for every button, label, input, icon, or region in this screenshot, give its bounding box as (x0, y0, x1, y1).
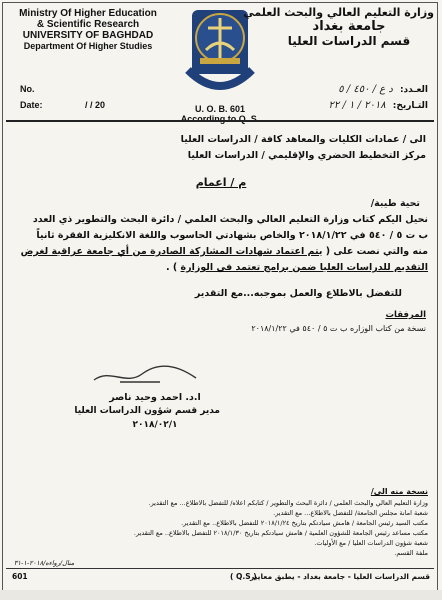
attachment-item-1: نسخة من كتاب الوزاره ب ت ٥ / ٥٤٠ في ٢٠١٨/١/٢٢ (251, 324, 426, 333)
logo-standard: According to Q. S. (180, 114, 260, 124)
date-value-en: / / 20 (85, 100, 106, 110)
university-name-ar: جامعة بغداد (312, 19, 386, 34)
footer-divider (6, 568, 434, 569)
logo-code: U. O. B. 601 (194, 104, 246, 114)
body-line-4 (166, 262, 428, 273)
footer-code: 601 (12, 572, 28, 581)
greeting: تحية طيبة/ (370, 198, 420, 209)
header-divider (6, 120, 434, 122)
copy-item: وزارة التعليم العالي والبحث العلمي / دائرة البحث والتطوير / كتابكم اعلاه/ للتفضل بالاطلاع... مع التقدير. (148, 499, 428, 507)
reference-initials: منال/رواءه/٢٠١٨-١-٣١ (14, 559, 75, 567)
page-bottom-edge (0, 590, 442, 600)
body-line-3-underlined: يتم اعتماد شهادات المشاركة الصادرة من أي جامعة عراقية لغرض (20, 246, 323, 257)
university-logo (170, 6, 270, 104)
recipient-line-1: الى / عمادات الكليات والمعاهد كافة / الدراسات العليا (180, 134, 426, 145)
attachments-label: المرفقات (385, 310, 426, 320)
body-line-4-plain: ) . (165, 262, 178, 273)
copy-item: مكتب مساعد رئيس الجامعة للشؤون العلمية / هامش سيادتكم بتاريخ ٢٠١٨/١/٣٠ للتفضل بالاطلاع.. مع التقدير. (133, 529, 428, 537)
body-line-4-underlined: التقديم للدراسات العليا ضمن برامج تعتمد في الوزارة (180, 262, 428, 273)
header-arabic (243, 6, 434, 48)
number-field-ar (334, 84, 428, 95)
number-label-en: No. (20, 84, 35, 94)
date-label-ar: التـاريخ: (392, 101, 428, 111)
body-line-3-plain: منه والتي نصت على ( (325, 246, 428, 257)
signatory-name: ا.د. احمد وحيد ناصر (109, 392, 201, 403)
recipient-line-2: مركز التخطيط الحضري والإقليمي / الدراسات العليا (187, 150, 426, 161)
header-english (8, 8, 168, 52)
body-line-1: نحيل اليكم كتاب وزارة التعليم العالي والبحث العلمي / دائرة البحث والتطوير ذي العدد (32, 214, 428, 225)
copies-label: نسخة منه الى/ (370, 487, 428, 496)
copy-item: مكتب السيد رئيس الجامعة / هامش سيادتكم بتاريخ ٢٠١٨/١/٢٤ للتفضل بالاطلاع.. مع التقدير. (181, 519, 428, 527)
copy-item: شعبة شؤون الدراسات العليا / مع الأوليات. (314, 539, 428, 547)
date-field-en (20, 100, 105, 110)
number-label-ar: العـدد: (399, 85, 428, 95)
ministry-subname-en: & Scientific Research (36, 19, 140, 30)
number-field-en (20, 84, 35, 94)
copy-item: شعبة امانة مجلس الجامعة/ للتفضل بالاطلاع... مع التقدير. (273, 509, 428, 517)
department-name-ar: قسم الدراسات العليا (287, 34, 411, 48)
date-label-en: Date: (20, 100, 43, 110)
handwritten-signature (90, 360, 200, 390)
closing-line: للتفضل بالاطلاع والعمل بموجبه...مع التقدير (194, 288, 402, 299)
body-line-2: ب ت ٥ / ٥٤٠ في ٢٠١٨/١/٢٢ والخاص بشهادتي الحاسوب واللغة الانكليزية الفقرة ثانياً (36, 230, 428, 241)
number-value-ar: د ع / ٤٥٠ / ٥ (338, 84, 393, 95)
university-name-en: UNIVERSITY OF BAGHDAD (22, 30, 154, 41)
footer-qs: ( Q.S ) (230, 572, 257, 581)
signatory-title: مدير قسم شؤون الدراسات العليا (74, 406, 220, 416)
ministry-name-ar: وزارة التعليم العالي والبحث العلمي (243, 6, 434, 19)
date-value-ar: ٢٠١٨ / ١ / ٢٢ (328, 100, 386, 111)
body-line-3 (21, 246, 428, 257)
subject: م / اعمام (195, 176, 247, 189)
date-field-ar (325, 100, 428, 111)
copy-item: ملفة القسم. (394, 549, 428, 557)
footer-text: قسم الدراسات العليا - جامعة بغداد - يطبق معايير (249, 572, 430, 581)
signature-date: ٢٠١٨/٠٢/١ (132, 420, 178, 430)
ministry-name-en: Ministry Of Higher Education (19, 8, 157, 19)
department-name-en: Department Of Higher Studies (23, 41, 153, 51)
